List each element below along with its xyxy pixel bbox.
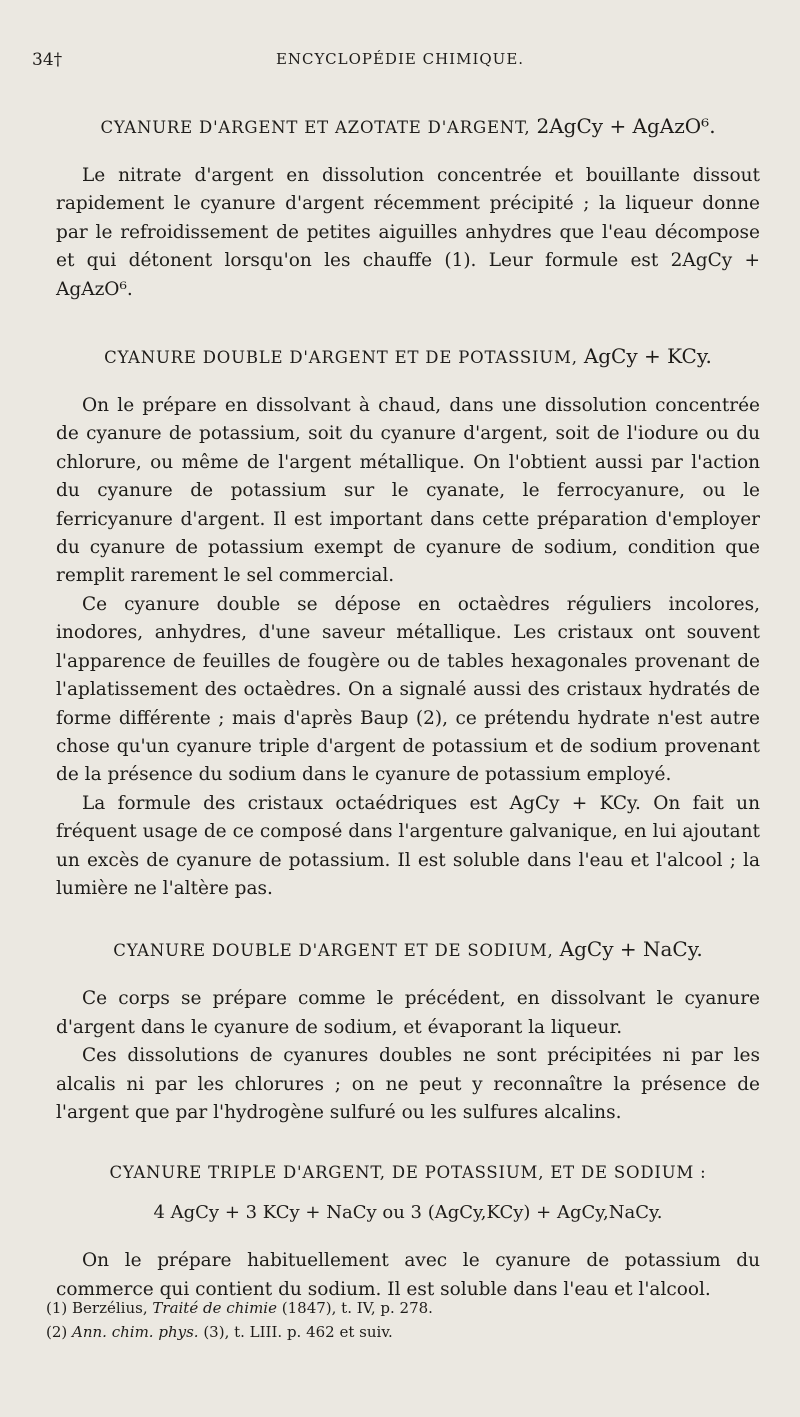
footnotes [46, 1296, 433, 1344]
formula-line: 4 AgCy + 3 KCy + NaCy ou 3 (AgCy,KCy) + AgCy,NaCy. [153, 1202, 663, 1224]
footnote-author: Berzélius, [72, 1299, 148, 1317]
paragraph: On le prépare en dissolvant à chaud, dans une dissolution concentrée de cyanure de potassium, soit du cyanure d'argent, soit de l'iodure ou du chlorure, ou même de l'argent métallique. On l'obtient aussi par l'action du cyanure de potassium sur le cyanate, le ferrocyanure, ou le ferricyanure d'argent. Il est important dans cette préparation d'employer du cyanure de potassium exempt de cyanure de sodium, condition que remplit rarement le sel commercial. [56, 395, 760, 587]
footnote-marker: (1) [46, 1299, 68, 1317]
section-heading-cyanure-sodium [56, 937, 760, 961]
footnote-title: Ann. chim. phys. [72, 1323, 199, 1341]
paragraph: Ces dissolutions de cyanures doubles ne sont précipitées ni par les alcalis ni par les chlorures ; on ne peut y reconnaître la présence de l'argent que par l'hydrogène sulfuré ou les sulfures alcalins. [56, 1045, 760, 1123]
section-heading-text: CYANURE DOUBLE D'ARGENT ET DE POTASSIUM, [104, 348, 578, 368]
page-content [56, 114, 760, 1304]
footnote-rest: (3), t. LIII. p. 462 et suiv. [203, 1323, 393, 1341]
section-heading-cyanure-potassium [56, 344, 760, 368]
section-formula: AgCy + KCy. [583, 344, 712, 369]
section-heading-text: CYANURE DOUBLE D'ARGENT ET DE SODIUM, [113, 941, 554, 961]
running-title: ENCYCLOPÉDIE CHIMIQUE. [275, 50, 525, 68]
section-heading-cyanure-triple [56, 1163, 760, 1182]
section-heading-cyanure-azotate [56, 114, 760, 138]
section-formula: 2AgCy + AgAzO⁶. [536, 114, 716, 138]
footnote-rest: (1847), t. IV, p. 278. [281, 1299, 433, 1317]
paragraph: On le prépare habituellement avec le cyanure de potassium du commerce qui contient du sodium. Il est soluble dans l'eau et l'alcool. [56, 1250, 760, 1300]
section-heading-text: CYANURE TRIPLE D'ARGENT, DE POTASSIUM, ET DE SODIUM : [109, 1163, 707, 1183]
section-formula: AgCy + NaCy. [559, 937, 703, 962]
section-heading-text: CYANURE D'ARGENT ET AZOTATE D'ARGENT, [100, 118, 531, 137]
footnote-marker: (2) [46, 1323, 68, 1341]
footnote-title: Traité de chimie [152, 1299, 277, 1317]
paragraph: Ce corps se prépare comme le précédent, en dissolvant le cyanure d'argent dans le cyanure de sodium, et évaporant la liqueur. [56, 988, 760, 1038]
page-number: 34† [32, 50, 63, 70]
paragraph: La formule des cristaux octaédriques est AgCy + KCy. On fait un fréquent usage de ce composé dans l'argenture galvanique, en lui ajoutant un excès de cyanure de potassium. Il est soluble dans l'eau et l'alcool ; la lumière ne l'altère pas. [56, 792, 760, 899]
footnote [46, 1320, 433, 1344]
paragraph: Le nitrate d'argent en dissolution concentrée et bouillante dissout rapidement le cyanure d'argent récemment précipité ; la liqueur donne par le refroidissement de petites aiguilles anhydres que l'eau décompose et qui détonent lorsqu'on les chauffe (1). Leur formule est 2AgCy + AgAzO⁶. [56, 165, 760, 300]
footnote [46, 1296, 433, 1320]
paragraph: Ce cyanure double se dépose en octaèdres réguliers incolores, inodores, anhydres, d'une saveur métallique. Les cristaux ont souvent l'apparence de feuilles de fougère ou de tables hexagonales provenant de l'aplatissement des octaèdres. On a signalé aussi des cristaux hydratés de forme différente ; mais d'après Baup (2), ce prétendu hydrate n'est autre chose qu'un cyanure triple d'argent de potassium et de sodium provenant de la présence du sodium dans le cyanure de potassium employé. [56, 593, 760, 786]
